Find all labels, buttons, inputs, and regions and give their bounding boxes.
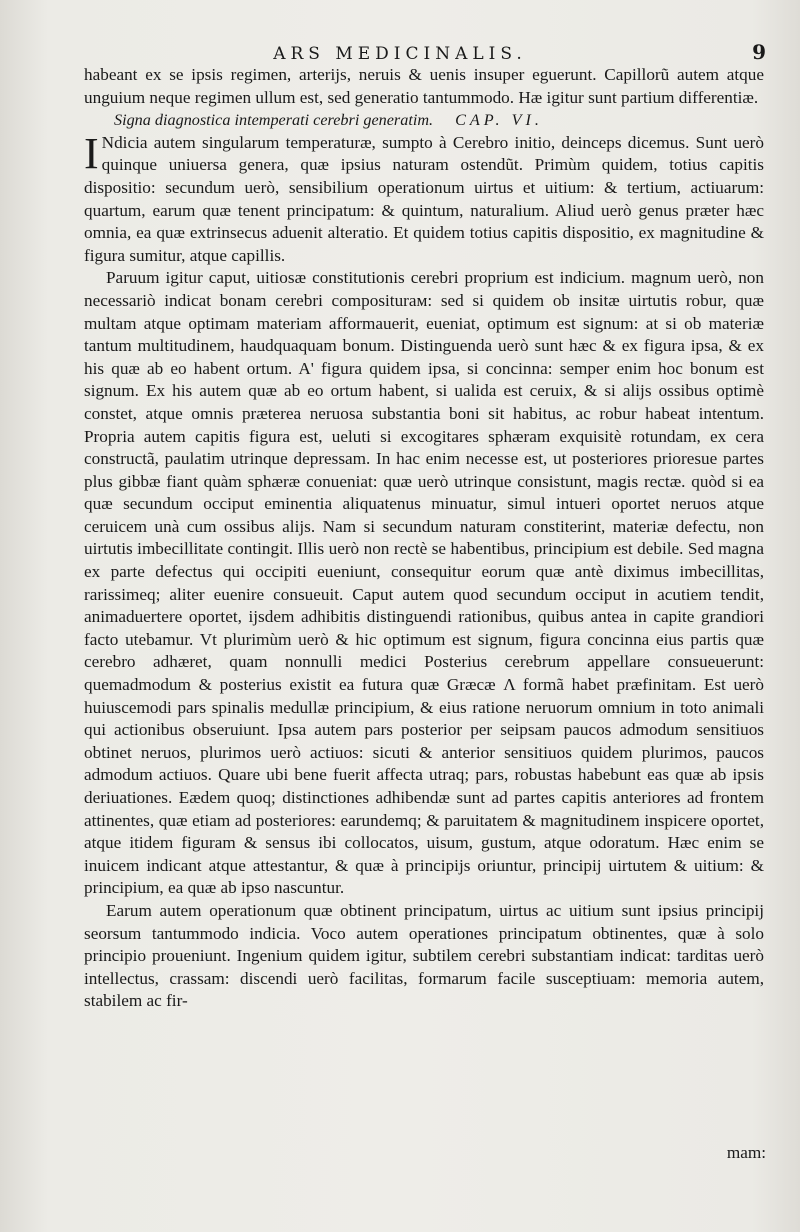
chapter-heading	[84, 109, 764, 132]
paragraph-1	[84, 128, 764, 268]
paragraph-continuation: habeant ex se ipsis regimen, arterijs, neruis & uenis insuper eguerunt. Capillorũ autem atque unguium neque regimen ullum est, sed generatio tantummodo. Hæ igitur sunt partium differentiæ.	[84, 65, 764, 107]
running-title: ARS MEDICINALIS.	[273, 44, 527, 64]
paragraph-3: Earum autem operationum quæ obtinent principatum, uirtus ac uitium sunt ipsius principij seorsum tantummodo indicia. Voco autem operationes principatum obtinentes, quæ à solo principio proueniunt. Ingenium quidem igitur, subtilem cerebri substantiam indicat: tarditas uerò intellectus, crassam: discendi uerò facilitas, formarum facile susceptiuam: memoria autem, stabilem ac fir-	[84, 900, 764, 1011]
paragraph-2: Paruum igitur caput, uitiosæ constitutionis cerebri proprium est indicium. magnum uerò, non necessariò indicat bonam cerebri compositurам: sed si quidem ob insitæ uirtutis robur, quæ multam atque optimam materiam afformauerit, eueniat, optimum est signum: at si ob materiæ tantum multitudinem, haudquaquam bonum. Distinguenda uerò sunt hæc & ex figura ipsa, & ex his quæ ab eo habent ortum. A' figura quidem ipsa, si concinna: semper enim hoc bonum est signum. Ex his autem quæ ab eo ortum habent, si ualida est ceruix, & si alijs ossibus optimè constet, atque omnis præterea neruosa substantia boni sit habitus, ac robur habeat intentum. Propria autem capitis figura est, ueluti si excogitares sphæram exquisitè rotundam, ex cera constructã, paulatim utrinque depressam. In hac enim necesse est, ut posteriores prioresue partes plus gibbæ fiant quàm sphæræ conueniat: quæ uerò utrinque consistunt, magis rectæ. quòd si ea quæ secundum occiput eminentia aliquatenus minuatur, simul intueri oportet neruos atque ceruicem unà cum ossibus alijs. Nam si secundum naturam constiterint, materiæ defectu, non uirtutis imbecillitate contingit. Illis uerò non rectè se habentibus, principium est debile. Sed magna ex parte defectus qui occipiti eueniunt, consequitur eorum quæ antè diximus imbecillitas, rarissimeq; aliter euenire consueuit. Caput autem quod secundum occiput in acutiem tendit, animaduertere oportet, ijsdem adhibitis distinguendi rationibus, quibus antea in capite grandiori facto utebamur. Vt plurimùm uerò & hic optimum est signum, figura concinna eius partis quæ cerebro adhæret, quam nonnulli medici Posterius cerebrum appellare consueuerunt: quemadmodum & posterius existit ea futura quæ Græcæ Λ formã habet præfinitam. Est uerò huiuscemodi pars spinalis medullæ principium, & eius ratione neruorum omnium in toto animali qui actionibus obseruiunt. Ipsa autem pars posterior per seipsam paucos admodum sensitiuos obtinet neruos, plurimos uerò actiuos: sicuti & anterior sensitiuos quidem plurimos, paucos admodum actiuos. Quare ubi bene fuerit affecta utraq; pars, robustas habebunt eas quæ ab ipsis deriuationes. Eædem quoq; distinctiones adhibendæ sunt ad partes capitis anteriores ad frontem attinentes, quæ etiam ad posteriores: earundemq; & paruitatem & magnitudinem inspicere oportet, atque itidem figuram & sensus ibi collocatos, uisum, gustum, atque odoratum. Hæc enim se inuicem indicant atque attestantur, & quæ à principijs oriuntur, principij uirtutem & uitium: & principium, ea quæ ab ipso nascuntur.	[84, 268, 764, 898]
drop-cap-initial: I	[84, 128, 99, 178]
catchword: mam:	[726, 1143, 766, 1162]
page-number: 9	[752, 40, 766, 64]
chapter-title: Signa diagnostica intemperati cerebri generatim.	[114, 111, 434, 130]
chapter-number: CAP. VI.	[455, 111, 543, 130]
body-text	[84, 64, 764, 1013]
paragraph-1-text: Ndicia autem singularum temperaturæ, sumpto à Cerebro initio, deinceps dicemus. Sunt uerò quinque uniuersa genera, quæ ipsius naturam ostendũt. Primùm quidem, totius capitis dispositio: secundum uerò, sensibilium operationum uirtus et uitium: & tertium, actiuarum: quartum, earum quæ tenent principatum: & quintum, naturalium. Aliud uerò genus præter hæc omnia, ea quæ extrinsecus aduenit alteratio. Et quidem totius capitis dispositio, ex magnitudine & figura sumitur, atque capillis.	[84, 132, 764, 265]
